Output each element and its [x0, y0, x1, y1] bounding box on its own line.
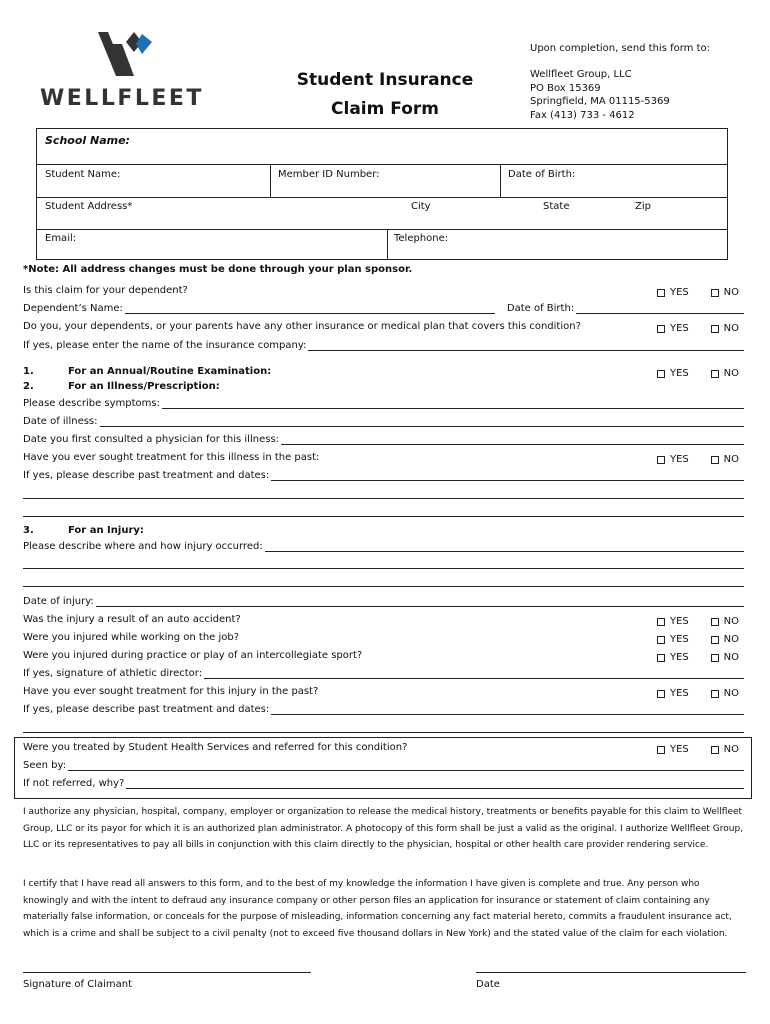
form-title: [270, 66, 500, 124]
yes-checkbox[interactable]: YES: [657, 634, 689, 645]
injury-describe-label: Please describe where and how injury occurred:: [23, 541, 263, 552]
past-treatment-illness-line[interactable]: [23, 498, 744, 499]
date-signature-line[interactable]: [476, 972, 746, 973]
yes-checkbox[interactable]: YES: [657, 454, 689, 465]
section-3-heading: For an Injury:: [68, 525, 144, 536]
mailing-address: [530, 68, 670, 122]
claimant-signature-line[interactable]: [23, 972, 311, 973]
sought-illness-text: Have you ever sought treatment for this illness in the past:: [23, 452, 320, 463]
job-question: [23, 632, 744, 643]
past-treatment-injury-label: If yes, please describe past treatment and dates:: [23, 704, 270, 715]
email-field[interactable]: Email:: [45, 233, 77, 244]
sought-injury-yes-no: [657, 688, 739, 699]
dependent-name-row: [23, 303, 744, 314]
mailing-po-box: PO Box 15369: [530, 82, 601, 94]
section-1-heading: For an Annual/Routine Examination:: [68, 366, 272, 377]
signature-claimant-label: Signature of Claimant: [23, 979, 133, 990]
dependent-yes-no: [657, 287, 739, 298]
mailing-fax: Fax (413) 733 - 4612: [530, 109, 635, 121]
date-illness-input[interactable]: [100, 416, 744, 427]
no-checkbox[interactable]: NO: [711, 454, 739, 465]
student-name-field[interactable]: Student Name:: [45, 169, 121, 180]
sought-illness-question: [23, 452, 744, 463]
wellfleet-logo: [40, 30, 210, 112]
form-title-line2: Claim Form: [331, 99, 439, 119]
sport-question: [23, 650, 744, 661]
school-name-label: School Name:: [45, 134, 130, 147]
no-checkbox[interactable]: NO: [711, 323, 739, 334]
state-field[interactable]: State: [543, 201, 570, 212]
job-yes-no: [657, 634, 739, 645]
injury-describe-row: [23, 541, 744, 552]
past-treatment-illness-label: If yes, please describe past treatment and dates:: [23, 470, 270, 481]
auto-text: Was the injury a result of an auto accident?: [23, 614, 241, 625]
insurance-company-input[interactable]: [308, 340, 744, 351]
authorization-paragraph: I authorize any physician, hospital, company, employer or organization to release the medical history, treatments or benefits payable for this claim to Wellfleet Group, LLC or its payor for which it is an authorized plan administrator. A photocopy of this form shall be just a valid as the original. I authorize Wellfleet Group, LLC or its representatives to pay all bills in conjunction with this claim directly to the physician, hospital or other health care provider rendering service.: [23, 807, 744, 850]
not-referred-input[interactable]: [126, 778, 744, 789]
symptoms-row: [23, 398, 744, 409]
injury-describe-line[interactable]: [23, 586, 744, 587]
auto-yes-no: [657, 616, 739, 627]
certification-paragraph: I certify that I have read all answers to this form, and to the best of my knowledge the information I have given is complete and true. Any person who knowingly and with the intent to defraud any insurance company or other person files an application for insurance or statement of claim containing any materially false information, or conceals for the purpose of misleading, information concerning any fact material hereto, commits a fraudulent insurance act, which is a crime and shall be subject to a civil penalty (not to exceed five thousand dollars in New York) and the stated value of the claim for each violation.: [23, 879, 732, 939]
section-3-num: 3.: [23, 525, 34, 536]
other-insurance-text: Do you, your dependents, or your parents have any other insurance or medical plan that covers this condition?: [23, 321, 581, 332]
health-services-question: [23, 742, 744, 753]
student-address-field[interactable]: Student Address*: [45, 201, 133, 212]
sought-illness-yes-no: [657, 454, 739, 465]
address-note: *Note: All address changes must be done through your plan sponsor.: [23, 264, 413, 275]
sport-text: Were you injured during practice or play of an intercollegiate sport?: [23, 650, 363, 661]
no-checkbox[interactable]: NO: [711, 744, 739, 755]
dependent-dob-label: Date of Birth:: [506, 303, 575, 314]
injury-describe-input[interactable]: [265, 541, 744, 552]
sought-injury-question: [23, 686, 744, 697]
signature-date-label: Date: [476, 979, 500, 990]
mailing-company: Wellfleet Group, LLC: [530, 69, 632, 80]
yes-checkbox[interactable]: YES: [657, 323, 689, 334]
date-injury-row: [23, 596, 744, 607]
mailing-city: Springfield, MA 01115-5369: [530, 96, 670, 107]
dependent-name-input[interactable]: [125, 303, 495, 314]
past-treatment-illness-input[interactable]: [271, 470, 744, 481]
no-checkbox[interactable]: NO: [711, 368, 739, 379]
past-treatment-illness-line[interactable]: [23, 516, 744, 517]
seen-by-label: Seen by:: [23, 760, 67, 771]
job-text: Were you injured while working on the job?: [23, 632, 240, 643]
wellfleet-wordmark: WELLFLEET: [40, 86, 204, 111]
past-treatment-injury-row: [23, 704, 744, 715]
dob-field[interactable]: Date of Birth:: [508, 169, 576, 180]
yes-checkbox[interactable]: YES: [657, 616, 689, 627]
health-services-text: Were you treated by Student Health Services and referred for this condition?: [23, 742, 408, 753]
seen-by-input[interactable]: [68, 760, 744, 771]
date-injury-input[interactable]: [96, 596, 744, 607]
insurance-company-row: [23, 340, 744, 351]
member-id-field[interactable]: Member ID Number:: [278, 169, 380, 180]
section-1-num: 1.: [23, 366, 34, 377]
section-2-num: 2.: [23, 381, 34, 392]
seen-by-row: [23, 760, 744, 771]
date-injury-label: Date of injury:: [23, 596, 94, 607]
not-referred-label: If not referred, why?: [23, 778, 125, 789]
not-referred-row: [23, 778, 744, 789]
past-treatment-injury-line[interactable]: [23, 732, 744, 733]
yes-checkbox[interactable]: YES: [657, 744, 689, 755]
section-2-heading: For an Illness/Prescription:: [68, 381, 220, 392]
auto-question: [23, 614, 744, 625]
no-checkbox[interactable]: NO: [711, 287, 739, 298]
athletic-director-row: [23, 668, 744, 679]
dependent-question-text: Is this claim for your dependent?: [23, 285, 188, 296]
symptoms-input[interactable]: [162, 398, 744, 409]
no-checkbox[interactable]: NO: [711, 616, 739, 627]
info-table: [36, 128, 728, 260]
form-title-line1: Student Insurance: [296, 70, 474, 90]
other-insurance-yes-no: [657, 323, 739, 334]
dependent-name-label: Dependent’s Name:: [23, 303, 123, 314]
no-checkbox[interactable]: NO: [711, 634, 739, 645]
annual-yes-no: [657, 368, 739, 379]
yes-checkbox[interactable]: YES: [657, 368, 689, 379]
zip-field[interactable]: Zip: [635, 201, 651, 212]
yes-checkbox[interactable]: YES: [657, 652, 689, 663]
date-illness-row: [23, 416, 744, 427]
no-checkbox[interactable]: NO: [711, 652, 739, 663]
health-services-yes-no: [657, 744, 739, 755]
yes-checkbox[interactable]: YES: [657, 287, 689, 298]
athletic-director-input[interactable]: [204, 668, 744, 679]
athletic-director-label: If yes, signature of athletic director:: [23, 668, 203, 679]
past-treatment-illness-row: [23, 470, 744, 481]
wellfleet-logo-mark-icon: [96, 30, 154, 78]
past-treatment-injury-input[interactable]: [271, 704, 744, 715]
no-checkbox[interactable]: NO: [711, 688, 739, 699]
injury-describe-line[interactable]: [23, 568, 744, 569]
insurance-company-label: If yes, please enter the name of the insurance company:: [23, 340, 307, 351]
dependent-question: [23, 285, 744, 296]
telephone-field[interactable]: Telephone:: [394, 233, 449, 244]
first-consulted-label: Date you first consulted a physician for this illness:: [23, 434, 280, 445]
sport-yes-no: [657, 652, 739, 663]
first-consulted-input[interactable]: [281, 434, 744, 445]
city-field[interactable]: City: [411, 201, 431, 212]
dependent-dob-input[interactable]: [576, 303, 744, 314]
date-illness-label: Date of illness:: [23, 416, 98, 427]
other-insurance-question: [23, 321, 744, 332]
symptoms-label: Please describe symptoms:: [23, 398, 160, 409]
first-consulted-row: [23, 434, 744, 445]
mailing-instruction: Upon completion, send this form to:: [530, 43, 711, 54]
sought-injury-text: Have you ever sought treatment for this injury in the past?: [23, 686, 319, 697]
yes-checkbox[interactable]: YES: [657, 688, 689, 699]
